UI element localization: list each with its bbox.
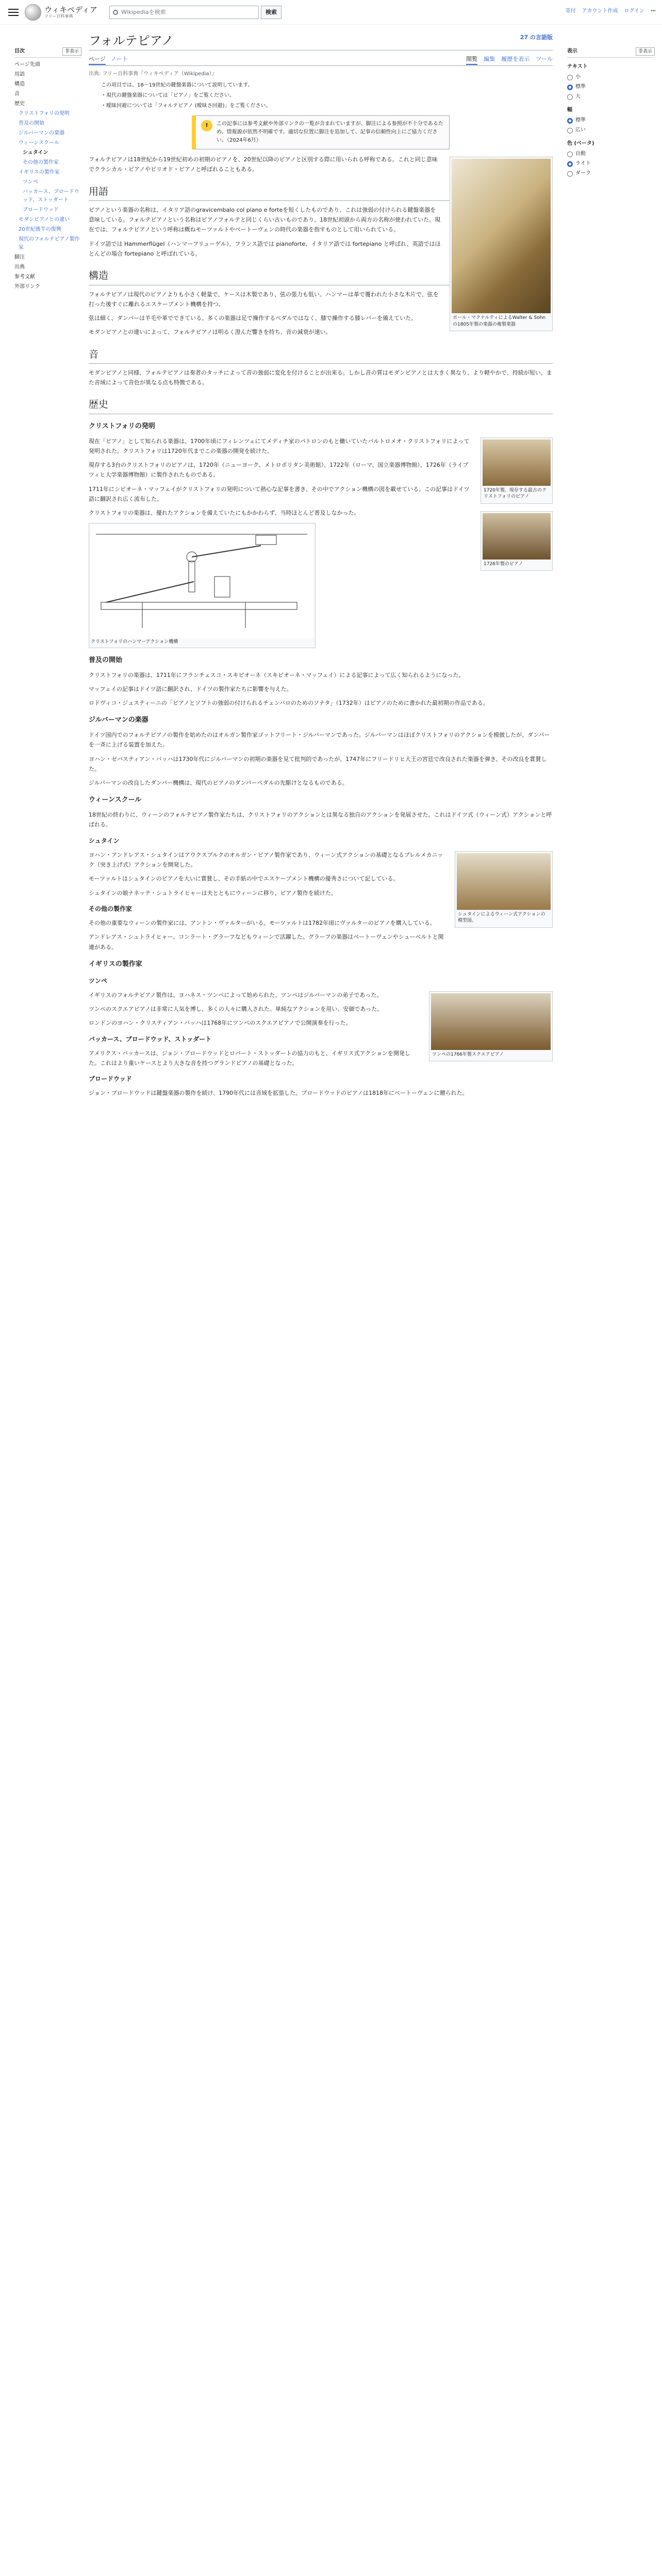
tab-history[interactable]: 履歴を表示 xyxy=(501,56,530,62)
toc-item[interactable]: 構造 xyxy=(14,81,25,88)
color-dark[interactable] xyxy=(567,170,655,178)
search-placeholder: Wikipediaを検索 xyxy=(121,9,166,16)
stein-action-image[interactable] xyxy=(457,853,551,910)
option-label: ダーク xyxy=(575,171,591,177)
radio-icon xyxy=(567,171,573,177)
figure-zumpe-square xyxy=(429,991,553,1062)
hatnote: ・曖昧回避については「フォルテピアノ (曖昧さ回避)」をご覧ください。 xyxy=(101,103,271,109)
figure-action-diagram xyxy=(89,523,316,648)
paragraph: アンドレアス・シュトライヒャー、コンラート・グラーフなどもウィーンで活躍した。グラーフの楽器はベートーヴェンやシューベルトと関連がある。 xyxy=(89,934,444,951)
paragraph: イギリスのフォルテピアノ製作は、ヨハネス・ツンペによって始められた。ツンペはジルバーマンの弟子であった。 xyxy=(89,991,383,998)
figure-caption: ツンペの1766年製スクエアピアノ xyxy=(432,1052,504,1057)
personal-tools xyxy=(566,7,656,15)
subsection-heading: イギリスの製作家 xyxy=(89,960,142,968)
paragraph: ヨハン・ゼバスティアン・バッハは1730年代にジルバーマンの初期の楽器を見て批判的であったが、1747年にフリードリヒ大王の宮廷で改良された楽器を弾き、その改良を賞賛した。 xyxy=(89,755,547,772)
logo-subtitle: フリー百科事典 xyxy=(44,13,73,19)
tab-read[interactable]: 閲覧 xyxy=(466,55,477,65)
figure-caption: 1726年製のピアノ xyxy=(484,561,523,567)
toc-item[interactable]: 出典 xyxy=(14,264,25,270)
toc-item[interactable]: ページ先頭 xyxy=(14,62,40,68)
paragraph: モダンピアノとの違いによって、フォルテピアノは明るく澄んだ響きを持ち、音の減衰が速い。 xyxy=(89,329,332,336)
toc-item[interactable]: 歴史 xyxy=(14,101,25,107)
citation-notice xyxy=(192,115,450,149)
figure-harpsichord-like xyxy=(450,157,553,331)
option-label: ライト xyxy=(575,161,591,167)
width-wide[interactable] xyxy=(567,126,655,134)
figure-caption: ポール・マクナルティによるWalter & Sohnの1805年製の楽器の複製楽器 xyxy=(453,315,546,327)
section-heading: 用語 xyxy=(89,184,553,201)
toc-item[interactable]: バッカース、ブロードウッド、ストッダート xyxy=(23,189,79,204)
toc-item[interactable]: 参考文献 xyxy=(14,274,35,280)
subsubsection-heading: バッカース、ブロードウッド、ストッダート xyxy=(89,1035,212,1043)
toc-item[interactable]: ジルバーマンの楽器 xyxy=(19,130,65,137)
section-heading: 歴史 xyxy=(89,397,553,414)
paragraph: モーツァルトはシュタインのピアノを大いに賞賛し、その手紙の中でエスケープメント機構の優秀さについて記している。 xyxy=(89,875,399,883)
toc-item[interactable]: モダンピアノとの違い xyxy=(19,217,70,223)
toc-hide-button[interactable]: 非表示 xyxy=(62,47,81,56)
color-auto[interactable] xyxy=(567,150,655,158)
paragraph: ドイツ語では Hammerflügel（ハンマーフリューゲル）、フランス語では pianoforte、イタリア語では fortepiano と呼ばれ、英語ではほとんどの場合 fortepiano と呼ばれている。 xyxy=(89,240,441,257)
paragraph: 1711年にシピオーネ・マッフェイがクリストフォリの発明について熱心な記事を書き、その中でアクション機構の図を載せている。この記事はドイツ語に翻訳され広く流布した。 xyxy=(89,485,470,502)
more-options-icon[interactable]: ⋯ xyxy=(651,8,656,14)
paragraph: クリストフォリの楽器は、優れたアクションを備えていたにもかかわらず、当時ほとんど普及しなかった。 xyxy=(89,510,360,517)
site-logo[interactable] xyxy=(25,4,97,21)
toc-item[interactable]: 用語 xyxy=(14,72,25,78)
section-heading: 音 xyxy=(89,347,553,364)
fortepiano-image[interactable] xyxy=(452,159,551,313)
action-diagram-drawing xyxy=(91,525,313,638)
text-size-standard[interactable] xyxy=(567,83,655,91)
section-heading: 構造 xyxy=(89,268,553,285)
logo-title: ウィキペディア xyxy=(44,5,97,15)
search-button[interactable]: 検索 xyxy=(261,6,282,19)
figure-cristofori-1720 xyxy=(481,437,553,504)
tab-talk[interactable]: ノート xyxy=(110,56,128,62)
subsection-heading: ウィーンスクール xyxy=(89,796,142,804)
hatnote: ・現代の鍵盤楽器については「ピアノ」をご覧ください。 xyxy=(101,93,235,98)
radio-icon xyxy=(567,94,573,100)
appearance-panel xyxy=(567,47,655,179)
paragraph: ロンドンのヨハン・クリスティアン・バッハは1768年にツンペのスクエアピアノで公開演奏を行った。 xyxy=(89,1020,352,1027)
paragraph: マッフェイの記事はドイツ語に翻訳され、ドイツの製作家たちに影響を与えた。 xyxy=(89,685,292,692)
page-title: フォルテピアノ xyxy=(89,33,174,48)
appearance-heading: 表示 xyxy=(567,48,577,54)
toc-item[interactable]: 音 xyxy=(14,91,20,97)
figure-stein-action xyxy=(455,851,553,928)
language-button[interactable]: 27 の言語版 xyxy=(520,34,553,41)
paragraph: ロドヴィコ・ジュスティーニの「ピアノとソフトの強弱の付けられるチェンバロのためのソナタ」（1732年）はピアノのために書かれた最初期の作品である。 xyxy=(89,700,489,707)
option-label: 広い xyxy=(575,127,586,133)
color-label: 色 (ベータ) xyxy=(567,141,594,147)
page-tabs xyxy=(89,50,553,66)
action-diagram-image[interactable] xyxy=(91,525,313,638)
toc-item[interactable]: 20世紀後半の復興 xyxy=(19,227,61,233)
paragraph: モダンピアノと同様、フォルテピアノは奏者のタッチによって音の強弱に変化を付けることが出来る。しかし音の質はモダンピアノとは大きく異なり、より軽やかで、持続が短い。また音域によって音色が異なる点も特徴である。 xyxy=(89,369,552,386)
paragraph: アメリクス・バッカースは、ジョン・ブロードウッドとロバート・ストッダートの協力のもと、イギリス式アクションを開発した。これはより重いケースとより大きな音を持つグランドピアノの基礎となった。 xyxy=(89,1049,410,1066)
radio-checked-icon xyxy=(567,84,573,90)
cristofori-piano-image[interactable] xyxy=(483,513,551,560)
intro-paragraph: フォルテピアノは18世紀から19世紀初めの初期のピアノを、20世紀以降のピアノと区別する際に用いられる呼称である。これと同じ意味でクラシカル・ピアノやピリオド・ピアノと呼ばれることもある。 xyxy=(89,156,438,173)
search-icon xyxy=(113,10,118,15)
search-input[interactable] xyxy=(109,6,259,19)
paragraph: 18世紀の終わりに、ウィーンのフォルテピアノ製作家たちは、クリストフォリのアクションとは異なる独自のアクションを発展させた。これはドイツ式（ウィーン式）アクションと呼ばれる。 xyxy=(89,811,552,828)
donate-link[interactable]: 寄付 xyxy=(565,8,576,14)
warning-icon: ! xyxy=(201,120,212,131)
paragraph: ツンペのスクエアピアノは非常に人気を博し、多くの人々に購入された。単純なアクションを用い、安価であった。 xyxy=(89,1006,383,1012)
tab-edit[interactable]: 編集 xyxy=(484,56,495,62)
paragraph: 現存する3台のクリストフォリのピアノは、1720年（ニューヨーク、メトロポリタン美術館）、1722年（ローマ、国立楽器博物館）、1726年（ライプツィヒ大学楽器博物館）に製作されたものである。 xyxy=(89,462,469,479)
table-of-contents xyxy=(14,47,81,293)
figure-caption: シュタインによるウィーン式アクションの模型図。 xyxy=(458,911,545,924)
text-size-large[interactable] xyxy=(567,93,655,101)
main-menu-icon[interactable] xyxy=(8,7,19,17)
radio-checked-icon xyxy=(567,161,573,167)
radio-icon xyxy=(567,151,573,157)
option-label: 小 xyxy=(575,74,581,80)
subsection-heading: 普及の開始 xyxy=(89,656,123,664)
paragraph: 現在「ピアノ」として知られる楽器は、1700年頃にフィレンツェにてメディチ家のパトロンのもと働いていたバルトロメオ・クリストフォリによって発明された。クリストフォリは1720年代までこの楽器の開発を続けた。 xyxy=(89,437,470,454)
paragraph: シュタインの娘ナネッテ・シュトライヒャーは夫とともにウィーンに移り、ピアノ製作を続けた。 xyxy=(89,889,337,896)
toc-item[interactable]: その他の製作家 xyxy=(23,160,59,166)
text-size-small[interactable] xyxy=(567,73,655,81)
zumpe-piano-image[interactable] xyxy=(431,993,551,1050)
toc-item[interactable]: ツンペ xyxy=(23,179,38,185)
figure-caption: クリストフォリのハンマーアクション機構 xyxy=(91,639,178,645)
paragraph: ジョン・ブロードウッドは鍵盤楽器の製作を続け、1790年代には音域を拡張した。ブロードウッドのピアノは1818年にベートーヴェンに贈られた。 xyxy=(89,1090,468,1097)
toc-item[interactable]: シュタイン xyxy=(23,150,48,156)
wikipedia-globe-icon xyxy=(25,4,41,21)
toc-item[interactable]: 現代のフォルテピアノ製作家 xyxy=(19,236,80,251)
create-account-link[interactable]: アカウント作成 xyxy=(582,8,618,14)
width-label: 幅 xyxy=(567,107,572,113)
article-body xyxy=(89,155,553,1098)
toc-item[interactable]: 外部リンク xyxy=(14,284,40,290)
paragraph: ジルバーマンの改良したダンパー機構は、現代のピアノのダンパーペダルの先駆けとなるものである。 xyxy=(89,779,348,787)
width-standard[interactable] xyxy=(567,116,655,125)
toc-item[interactable]: ブロードウッド xyxy=(23,207,59,213)
paragraph: ピアノという楽器の名称は、イタリア語のgravicembalo col piano e forteを短くしたものであり、これは強弱の付けられる鍵盤楽器を意味している。フォルテピアノという名称はピアノフォルテと同じくらい古いものであり、18世紀初頭から両方の名称が使われていた。現在では、フォルテピアノという呼称は概ねモーツァルトやベートーヴェンの時代の楽器を指すものとして用いられている。 xyxy=(89,206,441,233)
figure-caption: 1720年製、現存する最古のクリストフォリのピアノ xyxy=(484,487,547,500)
toc-heading: 目次 xyxy=(14,48,25,54)
subsection-heading: ジルバーマンの楽器 xyxy=(89,716,148,724)
subsubsection-heading: その他の製作家 xyxy=(89,905,133,912)
radio-checked-icon xyxy=(567,118,573,124)
main-content xyxy=(89,25,553,1103)
toc-item[interactable]: 脚注 xyxy=(14,255,25,261)
toc-item[interactable]: ウィーンスクール xyxy=(19,140,59,146)
figure-cristofori-1726 xyxy=(481,511,553,571)
toc-item[interactable]: クリストフォリの発明 xyxy=(19,111,70,117)
tab-page[interactable]: ページ xyxy=(89,55,106,65)
color-light[interactable] xyxy=(567,160,655,168)
subsubsection-heading: ブロードウッド xyxy=(89,1075,132,1083)
paragraph: ドイツ国内でのフォルテピアノの製作を始めたのはオルガン製作家ゴットフリート・ジルバーマンであった。ジルバーマンはほぼクリストフォリのアクションを模倣したが、ダンパーを一斉に上げる装置を加えた。 xyxy=(89,732,550,749)
appearance-hide-button[interactable]: 非表示 xyxy=(636,47,655,56)
site-sub: 出典: フリー百科事典『ウィキペディア（Wikipedia）』 xyxy=(89,71,217,77)
option-label: 大 xyxy=(575,94,581,100)
paragraph: フォルテピアノは現代のピアノよりも小さく軽量で、ケースは木製であり、弦の張力も低い。ハンマーは革で覆われた小さな木片で、弦を打った後すぐに離れるエスケープメント機構を持つ。 xyxy=(89,291,439,308)
tab-tools[interactable]: ツール xyxy=(536,56,553,62)
toc-item[interactable]: イギリスの製作家 xyxy=(19,170,60,176)
option-label: 自動 xyxy=(575,151,586,157)
subsection-heading: クリストフォリの発明 xyxy=(89,422,155,430)
radio-icon xyxy=(567,128,573,133)
toc-item[interactable]: 普及の開始 xyxy=(19,121,44,127)
notice-text: この記事には参考文献や外部リンクの一覧が含まれていますが、脚注による参照が不十分であるため、情報源が依然不明確です。適切な位置に脚注を追加して、記事の信頼性向上にご協力ください。（2024年6月） xyxy=(217,121,443,143)
paragraph: 弦は細く、ダンパーは羊毛や革でできている。多くの楽器は足で操作するペダルではなく、膝で操作する膝レバーを備えていた。 xyxy=(89,315,417,322)
paragraph: クリストフォリの楽器は、1711年にフランチェスコ・スキピオーネ（スキピオーネ・マッフェイ）による記事によって広く知られるようになった。 xyxy=(89,671,465,679)
radio-icon xyxy=(567,75,573,80)
site-header xyxy=(0,0,662,25)
paragraph: その他の重要なウィーンの製作家には、アントン・ヴァルターがいる。モーツァルトは1782年頃にヴァルターのピアノを購入している。 xyxy=(89,920,436,927)
option-label: 標準 xyxy=(575,84,586,90)
login-link[interactable]: ログイン xyxy=(624,8,644,14)
hatnote: この項目では、18〜19世紀の鍵盤楽器について説明しています。 xyxy=(101,82,253,88)
text-size-label: テキスト xyxy=(567,64,588,70)
option-label: 標準 xyxy=(575,117,586,124)
subsubsection-heading: シュタイン xyxy=(89,837,120,844)
cristofori-piano-image[interactable] xyxy=(483,439,551,486)
paragraph: ヨハン・アンドレアス・シュタインはアウクスブルクのオルガン・ピアノ製作家であり、ウィーン式アクションの基礎となるプレルメカニック（突き上げ式）アクションを開発した。 xyxy=(89,851,443,869)
subsubsection-heading: ツンペ xyxy=(89,977,108,985)
